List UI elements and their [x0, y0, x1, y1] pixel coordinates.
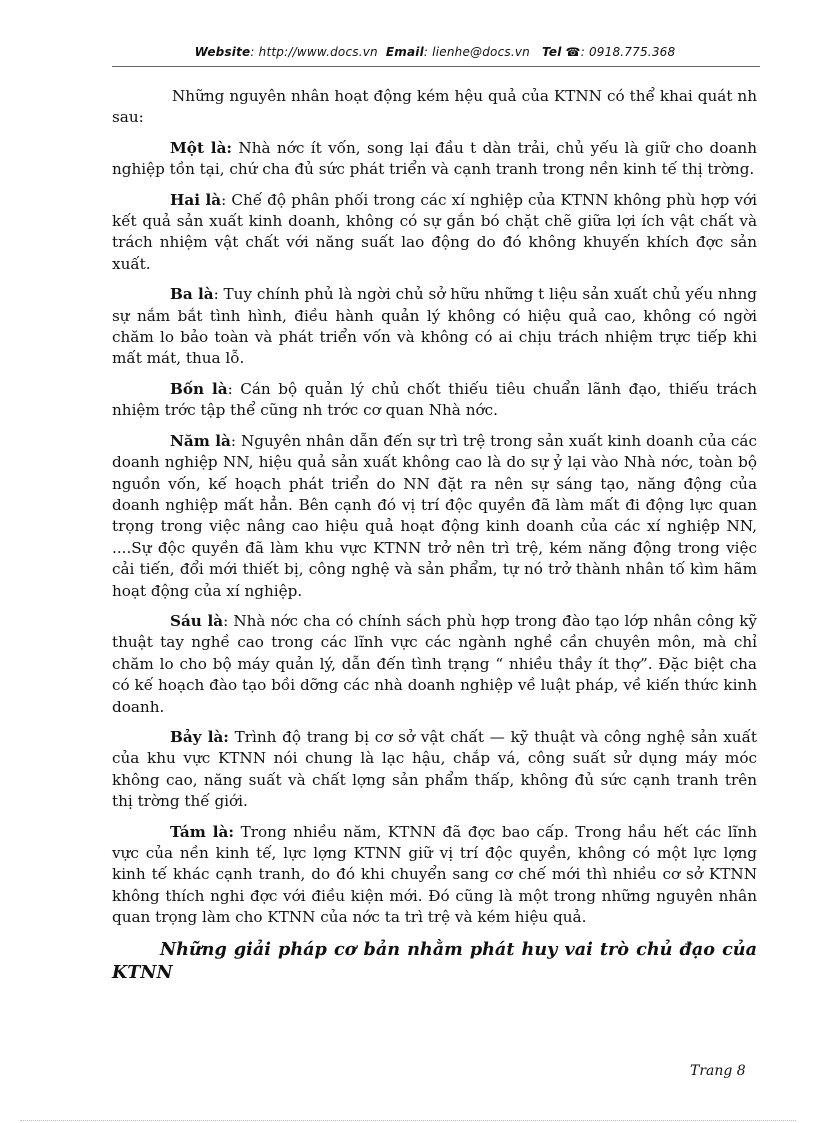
paragraph-intro [112, 86, 757, 129]
paragraph-lead: Một là: [170, 138, 233, 157]
paragraph-lead: Năm là [170, 431, 231, 450]
paragraph-2 [112, 190, 757, 276]
paragraph-7 [112, 727, 757, 813]
website-label: Website [194, 45, 251, 59]
paragraph-8 [112, 822, 757, 929]
paragraph-6 [112, 611, 757, 718]
paragraph-text: : Cán bộ quản lý chủ chốt thiếu tiêu chuẩn lãnh đạo, thiếu trách nhiệm trớc tập thể cũng nh trớc cơ quan Nhà nớc. [112, 379, 757, 420]
phone-icon: ☎ [565, 45, 581, 59]
paragraph-4 [112, 379, 757, 422]
paragraph-text: : Tuy chính phủ là ngời chủ sở hữu những t liệu sản xuất chủ yếu nhng sự nắm bắt tình hình, điều hành quản lý không có hiệu quả cao, không có ngời chăm lo bảo toàn và phát triển vốn và không có ai chịu trách nhiệm trực tiếp khi mất mát, thua lỗ. [112, 285, 757, 368]
paragraph-lead: Hai là [170, 190, 222, 209]
paragraph-3 [112, 284, 757, 370]
tel-label: Tel [542, 45, 562, 59]
website-value: : http://www.docs.vn [250, 45, 378, 59]
paragraph-text: : Nguyên nhân dẫn đến sự trì trệ trong sản xuất kinh doanh của các doanh nghiệp NN, hiệu quả sản xuất không cao là do sự ỷ lại vào Nhà nớc, toàn bộ nguồn vốn, kế hoạch phát triển do NN đặt ra nên sự sáng tạo, năng động của doanh nghiệp mất hẳn. Bên cạnh đó vị trí độc quyền đã làm mất đi động lực quan trọng trong việc nâng cao hiệu quả hoạt động kinh doanh của các xí nghiệp NN, ....Sự độc quyền đã làm khu vực KTNN trở nên trì trệ, kém năng động trong việc cải tiến, đổi mới thiết bị, công nghệ và sản phẩm, tự nó trở thành nhân tố kìm hãm hoạt động của xí nghiệp. [112, 431, 757, 600]
paragraph-lead: Ba là [170, 285, 214, 304]
section-heading: Những giải pháp cơ bản nhằm phát huy vai trò chủ đạo của KTNN [112, 938, 757, 983]
paragraph-lead: Bảy là: [170, 727, 229, 746]
paragraph-text: : Chế độ phân phối trong các xí nghiệp của KTNN không phù hợp với kết quả sản xuất kinh doanh, không có sự gắn bó chặt chẽ giữa lợi ích vật chất và trách nhiệm vật chất với năng suất lao động do đó không khuyến khích đợc sản xuất. [112, 190, 758, 273]
page-number: Trang 8 [690, 1063, 746, 1079]
paragraph-text: Trong nhiều năm, KTNN đã đợc bao cấp. Trong hầu hết các lĩnh vực của nền kinh tế, lực lợng KTNN giữ vị trí độc quyền, không có một lực lợng kinh tế khác cạnh tranh, do đó khi chuyển sang cơ chế mới thì nhiều cơ sở KTNN không thích nghi đợc với điều kiện mới. Đó cũng là một trong những nguyên nhân quan trọng làm cho KTNN của nớc ta trì trệ và kém hiệu quả. [112, 822, 758, 927]
tel-value: : 0918.775.368 [580, 45, 676, 59]
paragraph-lead: Sáu là [170, 611, 224, 630]
document-body [112, 86, 757, 984]
paragraph-text: Trình độ trang bị cơ sở vật chất — kỹ thuật và công nghệ sản xuất của khu vực KTNN nói chung là lạc hậu, chắp vá, công suất sử dụng máy móc không cao, năng suất và chất lợng sản phẩm thấp, không đủ sức cạnh tranh trên thị trờng thế giới. [112, 727, 757, 811]
paragraph-text: Những nguyên nhân hoạt động kém hệu quả của KTNN có thể khai quát nh sau: [112, 87, 757, 127]
paragraph-5 [112, 431, 757, 602]
page-bottom-edge [20, 1120, 796, 1121]
paragraph-text: : Nhà nớc cha có chính sách phù hợp trong đào tạo lớp nhân công kỹ thuật tay nghề cao trong các lĩnh vực các ngành nghề cần chuyên môn, mà chỉ chăm lo cho bộ máy quản lý, dẫn đến tình trạng “ nhiều thầy ít thợ”. Đặc biệt cha có kế hoạch đào tạo bồi dỡng các nhà doanh nghiệp về luật pháp, về kiến thức kinh doanh. [112, 611, 757, 716]
paragraph-1 [112, 138, 757, 181]
email-label: Email [385, 45, 424, 59]
header-divider [112, 66, 760, 67]
paragraph-text: Nhà nớc ít vốn, song lại đầu t dàn trải, chủ yếu là giữ cho doanh nghiệp tồn tại, chứ cha đủ sức phát triển và cạnh tranh trong nền kinh tế thị trờng. [112, 138, 757, 179]
email-value: : lienhe@docs.vn [423, 45, 530, 59]
page-header [110, 45, 760, 59]
paragraph-lead: Tám là: [170, 822, 235, 841]
paragraph-lead: Bốn là [170, 379, 228, 398]
